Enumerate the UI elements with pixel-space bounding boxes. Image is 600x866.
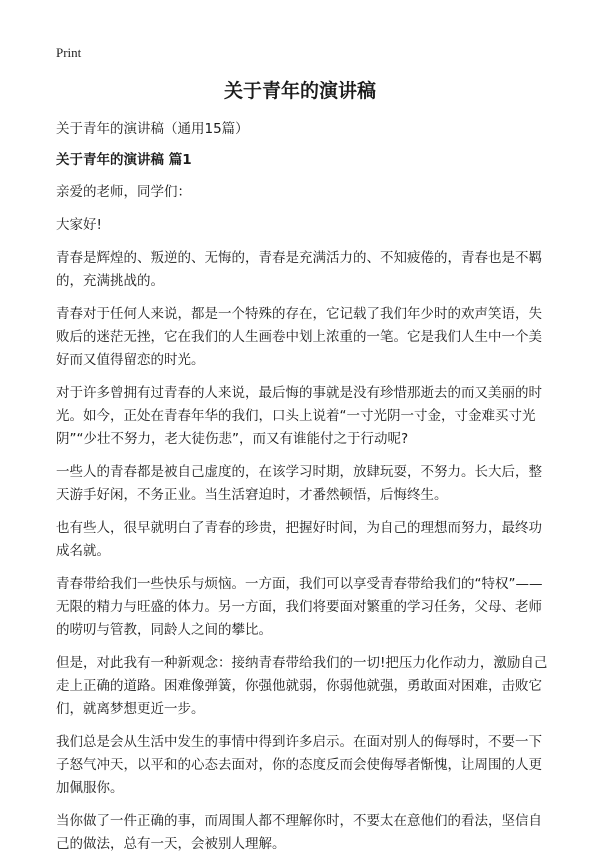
opening-line: 大家好! xyxy=(56,217,102,233)
paragraph: 当你做了一件正确的事，而周围人都不理解你时，不要太在意他们的看法，坚信自己的做法，总有一天，会被别人理解。 xyxy=(56,813,542,852)
paragraph: 青春带给我们一些快乐与烦恼。一方面，我们可以享受青春带给我们的“特权”——无限的精力与旺盛的体力。另一方面，我们将要面对繁重的学习任务，父母、老师的唠叨与管教，同龄人之间的攀比。 xyxy=(56,576,543,638)
paragraph: 我们总是会从生活中发生的事情中得到许多启示。在面对别人的侮辱时，不要一下子怒气冲天，以平和的心态去面对，你的态度反而会使侮辱者惭愧，让周围的人更加佩服你。 xyxy=(56,734,542,796)
document-title: 关于青年的演讲稿 xyxy=(223,80,376,102)
paragraph: 一些人的青春都是被自己虚度的，在该学习时期，放肆玩耍，不努力。长大后，整天游手好闲，不务正业。当生活窘迫时，才番然顿悟，后悔终生。 xyxy=(56,464,542,503)
paragraph: 也有些人，很早就明白了青春的珍贵，把握好时间，为自己的理想而努力，最终功成名就。 xyxy=(56,520,542,559)
paragraph: 青春对于任何人来说，都是一个特殊的存在，它记载了我们年少时的欢声笑语，失败后的迷茫无挫，它在我们的人生画卷中划上浓重的一笔。它是我们人生中一个美好而又值得留恋的时光。 xyxy=(56,306,542,368)
print-link[interactable]: Print xyxy=(56,45,82,60)
greeting: 亲爱的老师，同学们： xyxy=(56,184,191,200)
document-subtitle: 关于青年的演讲稿（通用15篇） xyxy=(56,121,249,137)
paragraph: 但是，对此我有一种新观念：接纳青春带给我们的一切!把压力化作动力，激励自己走上正确的道路。困难像弹簧，你强他就弱，你弱他就强，勇敢面对困难，击败它们，就离梦想更近一步。 xyxy=(56,655,548,717)
paragraph: 青春是辉煌的、叛逆的、无悔的，青春是充满活力的、不知疲倦的，青春也是不羁的，充满挑战的。 xyxy=(56,250,542,289)
paragraph: 对于许多曾拥有过青春的人来说，最后悔的事就是没有珍惜那逝去的而又美丽的时光。如今，正处在青春年华的我们，口头上说着“一寸光阴一寸金，寸金难买寸光阴”“少壮不努力，老大徒伤悲”，而又有谁能付之于行动呢? xyxy=(56,385,542,447)
section-heading: 关于青年的演讲稿 篇1 xyxy=(56,152,192,168)
speech-body xyxy=(56,181,548,866)
